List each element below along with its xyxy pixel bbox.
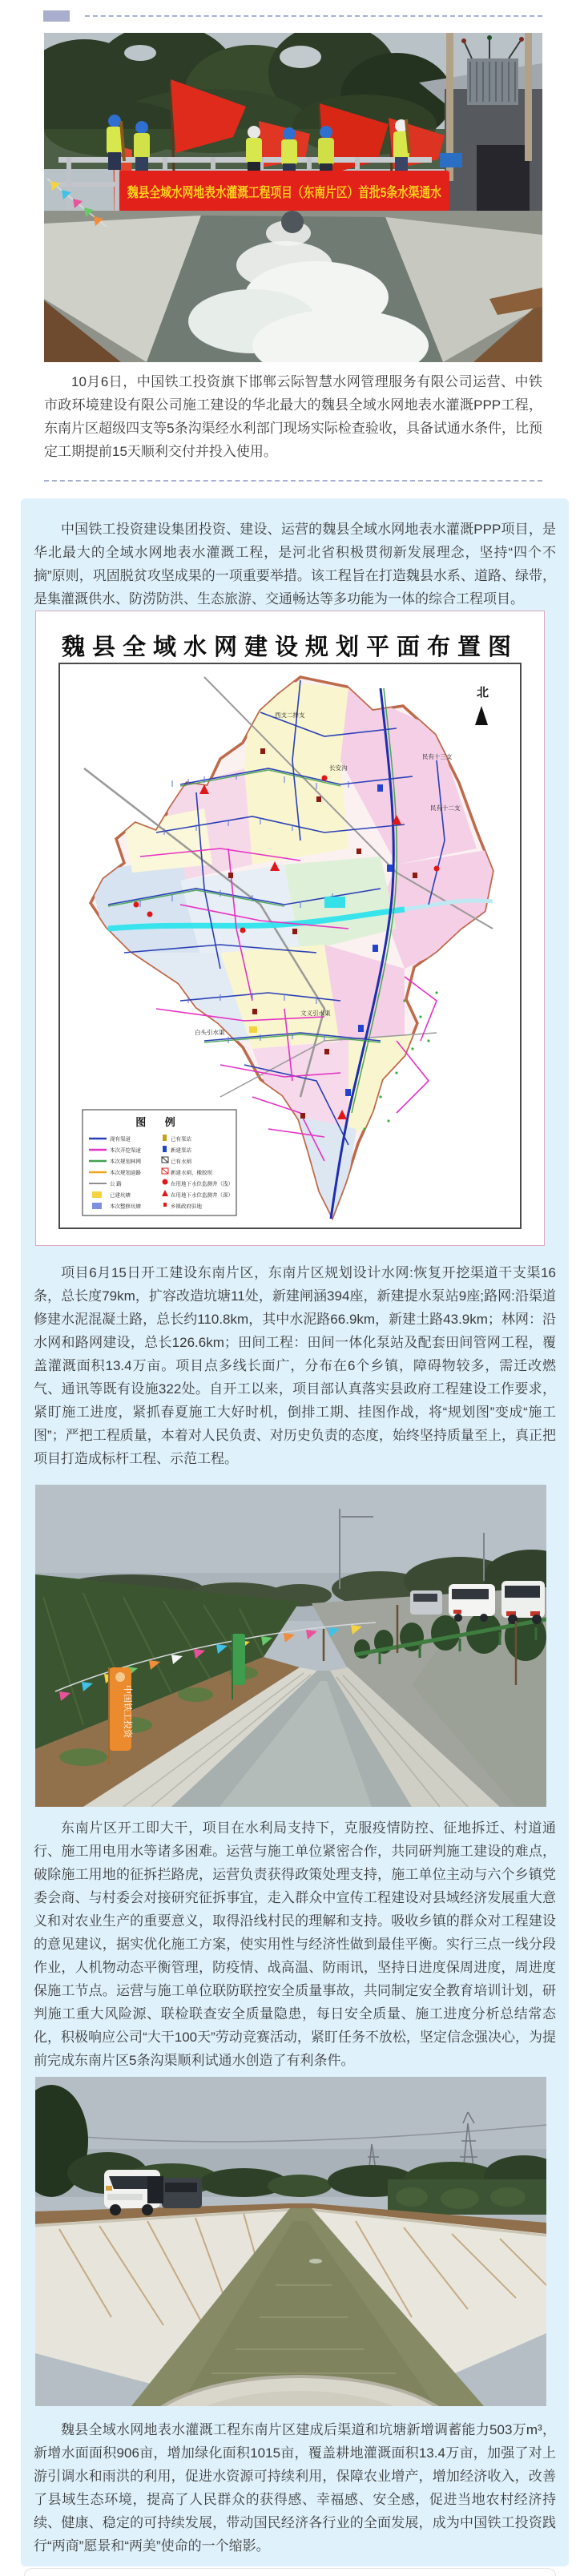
- map-frame: [58, 663, 522, 1229]
- svg-text:在用地下水位监测井（深）: 在用地下水位监测井（深）: [171, 1192, 233, 1199]
- article-body-panel: [21, 498, 569, 2566]
- photo-canal-pennants[interactable]: [35, 1485, 546, 1807]
- map-label: 长安沟: [329, 764, 348, 772]
- section-dashed-divider: [44, 480, 542, 482]
- svg-text:已有泵站: 已有泵站: [171, 1136, 191, 1143]
- header-accent-block: [43, 10, 70, 22]
- paragraph-construction-progress: 东南片区开工即大干，项目在水利局支持下，克服疫情防控、征地拆迁、村道通行、施工用电用水等诸多困难。运营与施工单位紧密合作，共同研判施工建设的难点，破除施工用地的征拆拦路虎，运营负责获得政策处理支持，施工单位主动与六个乡镇党委会商、与村委会对接研究征拆事宜，走入群众中宣传工程建设对县域经济发展重大意义和对农业生产的重要意义，取得沿线村民的理解和支持。吸收乡镇的群众对工程建设的意见建议，据实优化施工方案，使实用性与经济性做到最佳平衡。实行三点一线分段作业，人机物动态平衡管理，防疫情、战高温、防雨讯，坚持日进度保周进度，周进度保施工节点。运营与施工单位联防联控安全质量事故，共同制定安全教育培训计划，研判施工重大风险源、联检联查安全质量隐患，每日安全质量、施工进度分析总结常态化，积极响应公司“大干100天”劳动竞赛活动，紧盯任务不放松，坚定信念强决心，为提前完成东南片区5条沟渠顺利试通水创造了有利条件。: [34, 1820, 556, 2068]
- svg-text:北: 北: [477, 686, 489, 699]
- svg-text:本次开挖渠道: 本次开挖渠道: [110, 1147, 141, 1154]
- paragraph-intro: 10月6日，中国铁工投资旗下邯郸云际智慧水网管理服务有限公司运营、中铁市政环境建设有限公司施工建设的华北最大的魏县全域水网地表水灌溉PPP工程，东南片区超级四支等5条沟渠经水利部门现场实际检查验收，具备试通水条件，比预定工期提前15天顺利交付并投入使用。: [44, 374, 542, 459]
- map-label: 民有十二支: [430, 804, 461, 812]
- photo-canal2-illustration: [35, 2077, 546, 2406]
- map-label: 西支二排支: [275, 712, 305, 719]
- compass-north-icon: [475, 686, 489, 725]
- svg-text:在用地下水位监测井（浅）: 在用地下水位监测井（浅）: [171, 1181, 233, 1187]
- planning-map: [60, 664, 520, 1228]
- paragraph-project-overview: 中国铁工投资建设集团投资、建设、运营的魏县全域水网地表水灌溉PPP项目，是华北最大的全域水网地表水灌溉工程，是河北省积极贯彻新发展理念，坚持“四个不摘”原则，巩固脱贫攻坚成果的一项重要举措。该工程旨在打造魏县水系、道路、绿带，是集灌溉供水、防涝防洪、生态旅游、交通畅达等多功能为一体的综合工程项目。: [34, 522, 556, 607]
- map-title: 魏县全域水网建设规划平面布置图: [61, 635, 518, 660]
- photo-ceremony-illustration: [44, 33, 542, 362]
- next-card-partial[interactable]: [24, 2568, 556, 2576]
- banner-text: 魏县全域水网地表水灌溉工程项目（东南片区）首批5条水渠通水: [127, 185, 517, 200]
- svg-text:公 路: 公 路: [110, 1181, 122, 1187]
- svg-text:本次整修坑塘: 本次整修坑塘: [110, 1203, 141, 1210]
- paragraph-project-benefits: 魏县全域水网地表水灌溉工程东南片区建成后渠道和坑塘新增调蓄能力503万m³，新增水面面积906亩，增加绿化面积1015亩，覆盖耕地灌溉面积13.4万亩，加强了对上游引调水和雨洪的利用，促进水资源可持续利用，保障农业增产，增加经济收入，改善了县域生态环境，提高了人民群众的获得感、幸福感、安全感，促进当地农村经济持续、健康、稳定的可持续发展，带动国民经济各行业的全面发展，成为中国铁工投资践行“两商”愿景和“两美”使命的一个缩影。: [34, 2422, 556, 2554]
- map-label: 白头引水渠: [195, 1029, 225, 1036]
- map-label: 民有十三支: [422, 753, 453, 760]
- svg-text:本次规划林网: 本次规划林网: [110, 1159, 141, 1165]
- svg-text:已有水闸: 已有水闸: [171, 1159, 191, 1165]
- map-label: 文义引水渠: [300, 1010, 331, 1017]
- photo-ceremony-banner[interactable]: [44, 33, 542, 362]
- svg-text:现有渠道: 现有渠道: [110, 1136, 131, 1143]
- paragraph-construction-scope: 项目6月15日开工建设东南片区，东南片区规划设计水网:恢复开挖渠道干支渠16条，总长度79km，扩容改造坑塘11处，新建闸涵394座，新建提水泵站9座;路网:沿渠道修建水泥混凝土路，总长约110.8km，其中水泥路66.9km，新建土路43.9km；林网：沿水网和路网建设，总长126.6km；田间工程：田间一体化泵站及配套田间管网工程，覆盖灌溉面积13.4万亩。项目点多线长面广，分布在6个乡镇，障碍物较多，需迁改燃气、通讯等既有设施322处。自开工以来，项目部认真落实县政府工程建设工作要求，紧盯施工进度，紧抓春夏施工大好时机，倒排工期、挂图作战，将“规划图”变成“施工图”；严把工程质量，本着对人民负责、对历史负责的态度，始终坚持质量至上，真正把项目打造成标杆工程、示范工程。: [34, 1265, 556, 1466]
- photo-canal-illustration: [35, 1485, 546, 1807]
- map-figure[interactable]: [35, 611, 545, 1246]
- site-sign: [440, 153, 462, 167]
- company-banner-text: 中国铁工投资: [123, 1685, 132, 1738]
- photo-canal-water[interactable]: [35, 2077, 546, 2406]
- map-legend: [83, 1110, 236, 1215]
- svg-text:新建泵站: 新建泵站: [171, 1147, 191, 1154]
- svg-text:已建坑塘: 已建坑塘: [110, 1192, 131, 1199]
- header-dashed-rule: [85, 15, 542, 17]
- svg-text:新建水闸、橡胶坝: 新建水闸、橡胶坝: [171, 1170, 212, 1176]
- ceremony-banner: [119, 171, 517, 211]
- svg-text:本次规划道路: 本次规划道路: [110, 1170, 141, 1176]
- legend-title: 图 例: [135, 1116, 183, 1128]
- svg-text:乡镇政府驻地: 乡镇政府驻地: [171, 1203, 202, 1210]
